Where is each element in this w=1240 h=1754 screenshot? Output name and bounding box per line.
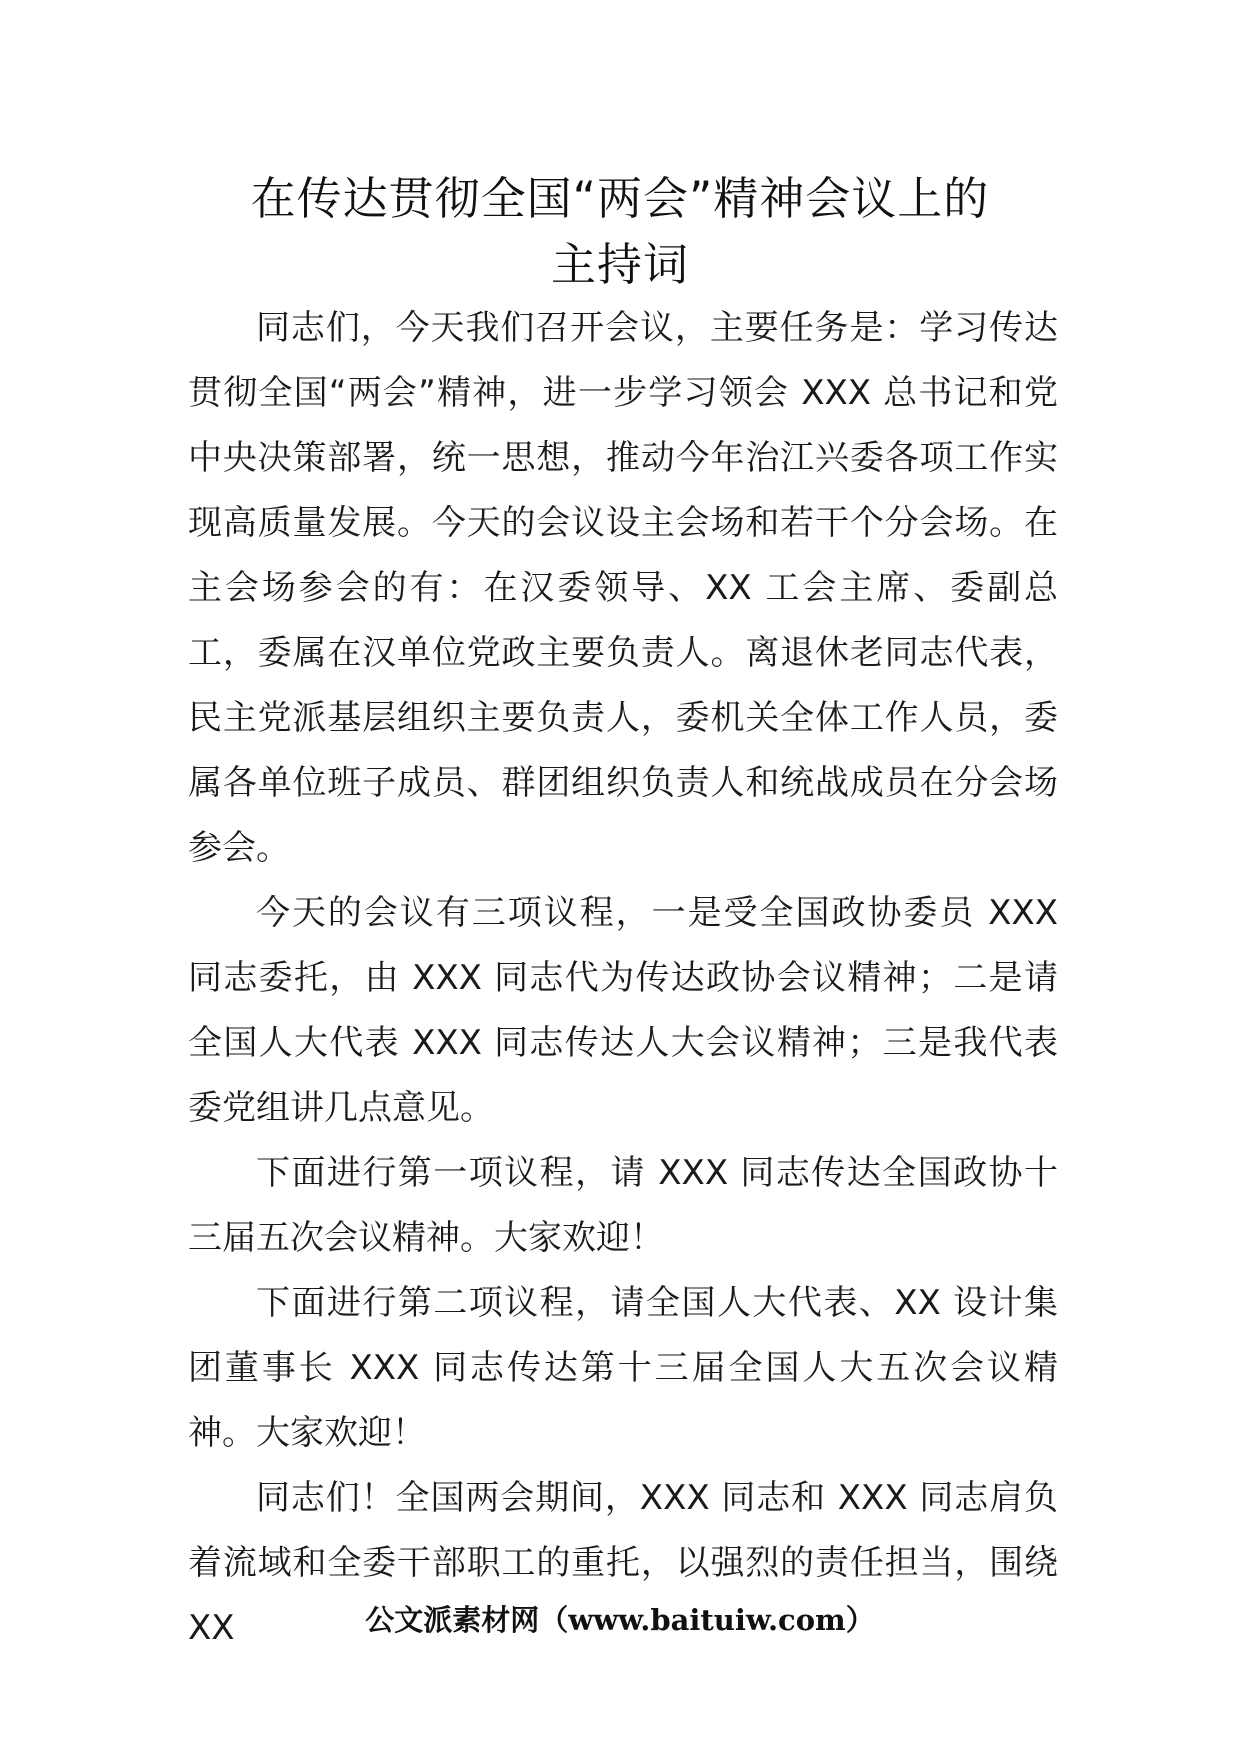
paragraph-2: 今天的会议有三项议程，一是受全国政协委员 XXX 同志委托，由 XXX 同志代为传达政协会议精神；二是请全国人大代表 XXX 同志传达人大会议精神；三是我代表委党组讲几点意见。: [188, 893, 1058, 1128]
document-title-line-1: 在传达贯彻全国“两会”精神会议上的: [250, 172, 990, 225]
paragraph-3: 下面进行第一项议程，请 XXX 同志传达全国政协十三届五次会议精神。大家欢迎！: [188, 1153, 1058, 1258]
paragraph-5: 同志们！全国两会期间，XXX 同志和 XXX 同志肩负着流域和全委干部职工的重托，以强烈的责任担当，围绕 XX: [188, 1478, 1058, 1648]
watermark-footer: 公文派素材网（www.baituiw.com）: [365, 1603, 875, 1637]
document-body: [188, 296, 1058, 1661]
document-title-line-2: 主持词: [550, 238, 689, 291]
paragraph-1: 同志们，今天我们召开会议，主要任务是：学习传达贯彻全国“两会”精神，进一步学习领会 XXX 总书记和党中央决策部署，统一思想，推动今年治江兴委各项工作实现高质量发展。今天的会议设主会场和若干个分会场。在主会场参会的有：在汉委领导、XX 工会主席、委副总工，委属在汉单位党政主要负责人。离退休老同志代表，民主党派基层组织主要负责人，委机关全体工作人员，委属各单位班子成员、群团组织负责人和统战成员在分会场参会。: [188, 308, 1058, 868]
paragraph-4: 下面进行第二项议程，请全国人大代表、XX 设计集团董事长 XXX 同志传达第十三届全国人大五次会议精神。大家欢迎！: [188, 1283, 1058, 1453]
